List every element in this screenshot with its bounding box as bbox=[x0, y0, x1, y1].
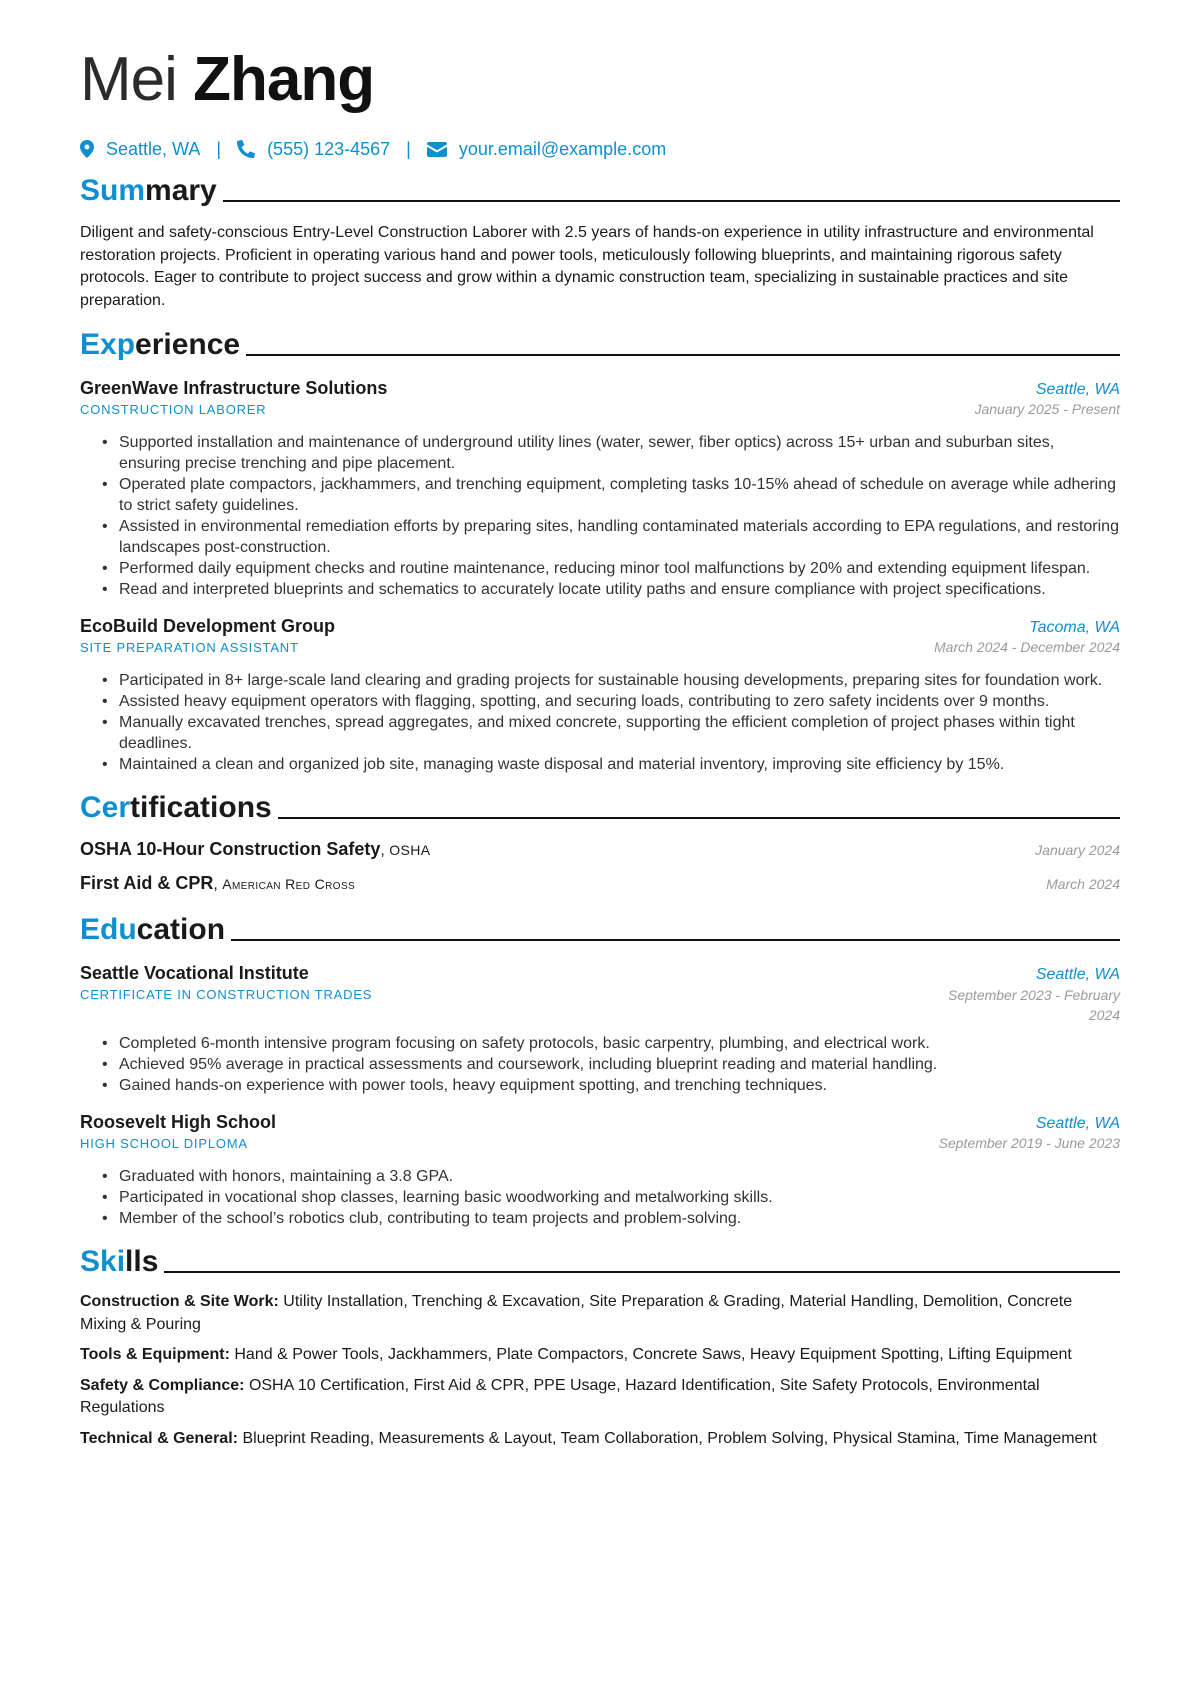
list-item: • Read and interpreted blueprints and schematics to accurately locate utility paths and ensure compliance with project specifications. bbox=[102, 579, 1120, 600]
section-title: Summary bbox=[80, 174, 217, 207]
education-dates: September 2019 - June 2023 bbox=[938, 1135, 1120, 1151]
education-bullets bbox=[102, 1166, 1120, 1229]
certification-entry: OSHA 10-Hour Construction Safety, OSHA January 2024 bbox=[80, 839, 1120, 859]
list-item: • Assisted in environmental remediation efforts by preparing sites, handling contaminated materials according to EPA regulations, and restoring landscapes post-construction. bbox=[102, 516, 1120, 558]
map-pin-icon bbox=[80, 140, 94, 158]
contact-separator: | bbox=[216, 138, 222, 159]
envelope-icon bbox=[427, 142, 447, 157]
employer-name: EcoBuild Development Group bbox=[80, 616, 336, 636]
section-title: Skills bbox=[80, 1245, 159, 1278]
skill-category: Construction & Site Work: bbox=[80, 1293, 279, 1310]
job-title: SITE PREPARATION ASSISTANT bbox=[80, 640, 299, 655]
list-item: • Supported installation and maintenance of underground utility lines (water, sewer, fiber optics) across 15+ urban and suburban sites, ensuring precise trenching and pipe placement. bbox=[102, 432, 1120, 474]
experience-heading bbox=[80, 326, 1120, 362]
section-rule bbox=[278, 817, 1120, 819]
location-text: Seattle, WA bbox=[106, 138, 201, 159]
summary-text: Diligent and safety-conscious Entry-Level Construction Laborer with 2.5 years of hands-on experience in utility infrastructure and environmental restoration projects. Proficient in operating various hand and power tools, meticulously following blueprints, and maintaining rigorous safety protocols. Eager to contribute to project success and grow within a dynamic construction team, specializing in sustainable practices and site preparation. bbox=[80, 224, 1094, 309]
skill-group bbox=[80, 1375, 1120, 1420]
list-item: • Participated in 8+ large-scale land clearing and grading projects for sustainable housing developments, preparing sites for foundation work. bbox=[102, 670, 1120, 691]
list-item: • Participated in vocational shop classes, learning basic woodworking and metalworking skills. bbox=[102, 1187, 1120, 1208]
list-item: • Gained hands-on experience with power tools, heavy equipment spotting, and trenching techniques. bbox=[102, 1075, 1120, 1096]
school-location: Seattle, WA bbox=[1035, 1115, 1120, 1132]
section-rule bbox=[164, 1271, 1120, 1273]
list-item: • Operated plate compactors, jackhammers, and trenching equipment, completing tasks 10-15% ahead of schedule on average while adhering to strict safety guidelines. bbox=[102, 474, 1120, 516]
certification-issuer: American Red Cross bbox=[222, 876, 356, 892]
section-title: Education bbox=[80, 913, 226, 946]
certifications-heading bbox=[80, 789, 1120, 825]
first-name: Mei bbox=[80, 45, 177, 114]
list-item: • Achieved 95% average in practical assessments and coursework, including blueprint reading and material handling. bbox=[102, 1054, 1120, 1075]
section-rule bbox=[246, 354, 1120, 356]
last-name: Zhang bbox=[193, 45, 375, 114]
job-dates: March 2024 - December 2024 bbox=[934, 639, 1120, 655]
list-item: • Member of the school’s robotics club, contributing to team projects and problem-solving. bbox=[102, 1208, 1120, 1229]
job-location: Tacoma, WA bbox=[1029, 619, 1120, 636]
contact-email[interactable] bbox=[427, 139, 666, 160]
skill-group bbox=[80, 1344, 1120, 1367]
summary-heading bbox=[80, 172, 1120, 208]
skills-heading bbox=[80, 1243, 1120, 1279]
certification-date: January 2024 bbox=[1035, 842, 1120, 858]
school-name: Roosevelt High School bbox=[80, 1112, 277, 1132]
skill-group bbox=[80, 1291, 1120, 1336]
job-location: Seattle, WA bbox=[1035, 381, 1120, 398]
skill-items: Utility Installation, Trenching & Excavation, Site Preparation & Grading, Material Handling, Demolition, Concrete Mixing & Pouring bbox=[80, 1293, 1073, 1333]
resume-page bbox=[80, 40, 1120, 1450]
phone-text: (555) 123-4567 bbox=[267, 138, 391, 159]
list-item: • Performed daily equipment checks and routine maintenance, reducing minor tool malfunctions by 20% and extending equipment lifespan. bbox=[102, 558, 1120, 579]
education-bullets bbox=[102, 1033, 1120, 1096]
certification-name: First Aid & CPR bbox=[80, 873, 214, 893]
education-heading bbox=[80, 911, 1120, 947]
list-item: • Completed 6-month intensive program focusing on safety protocols, basic carpentry, plumbing, and electrical work. bbox=[102, 1033, 1120, 1054]
education-dates: September 2023 - February 2024 bbox=[948, 987, 1120, 1023]
list-item: • Manually excavated trenches, spread aggregates, and mixed concrete, supporting the efficient completion of project phases within tight deadlines. bbox=[102, 712, 1120, 754]
section-title: Experience bbox=[80, 328, 241, 361]
section-rule bbox=[231, 939, 1120, 941]
education-entry bbox=[80, 961, 1120, 1096]
job-dates: January 2025 - Present bbox=[974, 401, 1120, 417]
contact-phone[interactable] bbox=[237, 139, 390, 160]
skill-category: Technical & General: bbox=[80, 1429, 238, 1447]
skill-items: OSHA 10 Certification, First Aid & CPR, PPE Usage, Hazard Identification, Site Safety Protocols, Environmental Regulations bbox=[80, 1376, 1040, 1416]
section-title: Certifications bbox=[80, 791, 272, 824]
contact-separator: | bbox=[406, 138, 411, 159]
certification-entry: First Aid & CPR, American Red Cross March 2024 bbox=[80, 873, 1120, 893]
candidate-name bbox=[80, 40, 1120, 120]
contact-location bbox=[80, 139, 200, 160]
education-entry bbox=[80, 1110, 1120, 1229]
email-link: your.email@example.com bbox=[458, 138, 667, 159]
phone-icon bbox=[237, 140, 255, 158]
employer-name: GreenWave Infrastructure Solutions bbox=[80, 378, 388, 398]
skill-group bbox=[80, 1428, 1120, 1451]
certification-issuer: OSHA bbox=[389, 842, 431, 858]
job-title: CONSTRUCTION LABORER bbox=[80, 402, 267, 417]
list-item: • Assisted heavy equipment operators with flagging, spotting, and securing loads, contributing to zero safety incidents over 9 months. bbox=[102, 691, 1120, 712]
list-item: • Maintained a clean and organized job site, managing waste disposal and material inventory, improving site efficiency by 15%. bbox=[102, 754, 1120, 775]
job-bullets bbox=[102, 432, 1120, 600]
skill-category: Tools & Equipment: bbox=[80, 1346, 230, 1363]
contact-line bbox=[80, 136, 1120, 162]
job-bullets bbox=[102, 670, 1120, 775]
degree-title: HIGH SCHOOL DIPLOMA bbox=[80, 1136, 248, 1151]
skill-items: Blueprint Reading, Measurements & Layout, Team Collaboration, Problem Solving, Physical Stamina, Time Management bbox=[242, 1429, 1097, 1447]
certification-date: March 2024 bbox=[1046, 876, 1120, 892]
school-location: Seattle, WA bbox=[1035, 966, 1120, 983]
degree-title: CERTIFICATE IN CONSTRUCTION TRADES bbox=[80, 987, 373, 1002]
skill-category: Safety & Compliance: bbox=[80, 1376, 245, 1394]
experience-entry bbox=[80, 614, 1120, 775]
skill-items: Hand & Power Tools, Jackhammers, Plate Compactors, Concrete Saws, Heavy Equipment Spotting, Lifting Equipment bbox=[234, 1346, 1072, 1363]
section-rule bbox=[223, 200, 1120, 202]
list-item: • Graduated with honors, maintaining a 3.8 GPA. bbox=[102, 1166, 1120, 1187]
experience-entry bbox=[80, 376, 1120, 600]
school-name: Seattle Vocational Institute bbox=[80, 963, 309, 983]
certification-name: OSHA 10-Hour Construction Safety bbox=[80, 839, 381, 859]
